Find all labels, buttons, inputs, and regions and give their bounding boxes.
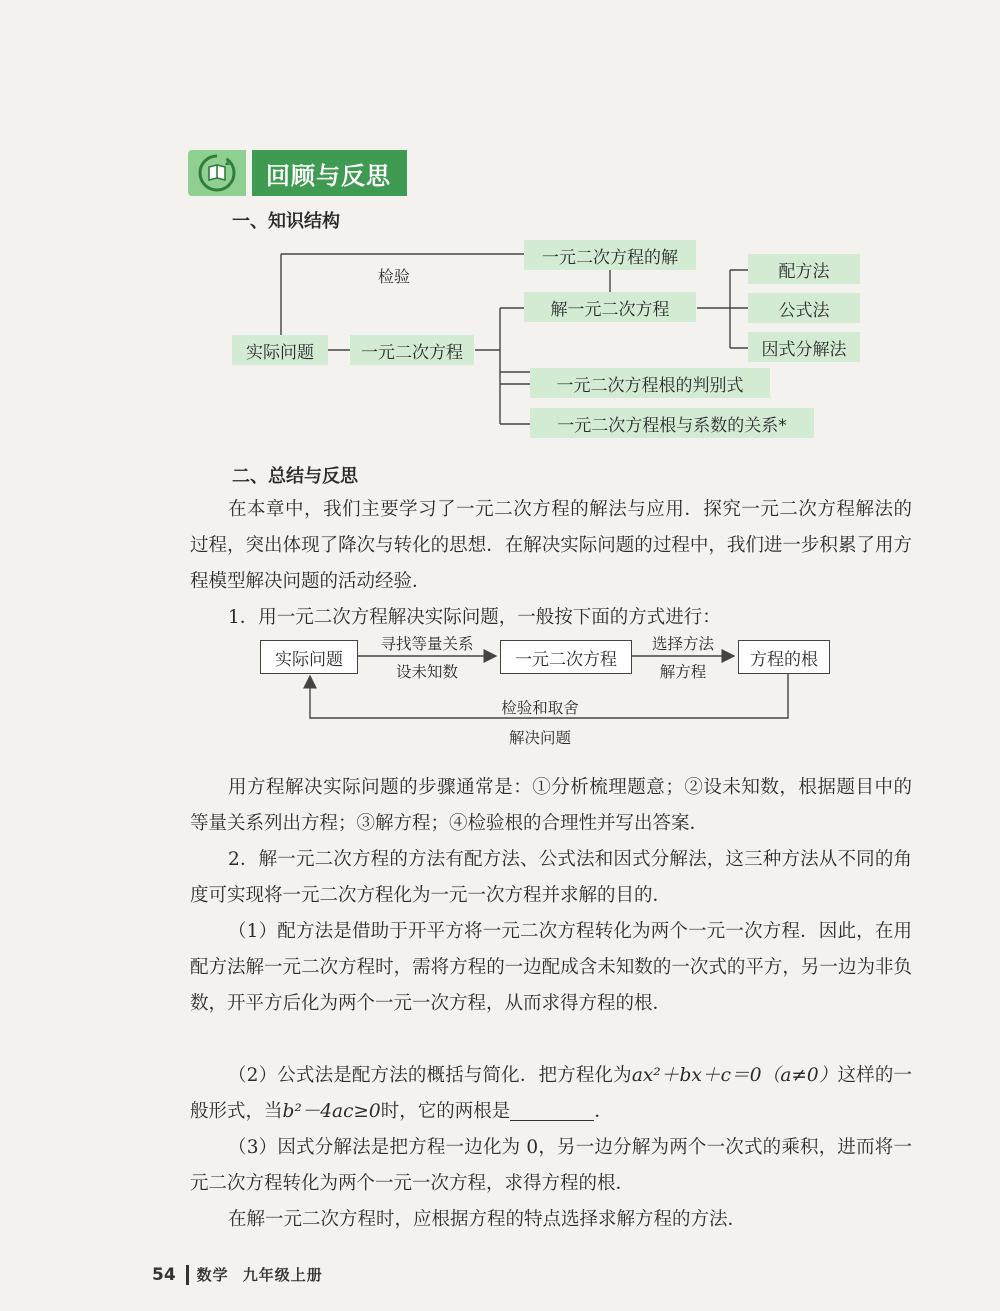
tree-check-label: 检验 bbox=[378, 267, 411, 286]
flow-arrow1-top: 寻找等量关系 bbox=[380, 635, 474, 653]
fill-in-blank bbox=[510, 1098, 594, 1121]
footer-book: 数学 bbox=[196, 1266, 229, 1284]
sub2-end: ． bbox=[594, 1101, 613, 1122]
flow-return-bottom: 解决问题 bbox=[508, 729, 571, 747]
tree-method-formula: 公式法 bbox=[748, 293, 860, 323]
sub3-paragraph: （3）因式分解法是把方程一边化为 0，另一边分解为两个一次式的乘积，进而将一元二次方程转化为两个一元一次方程，求得方程的根． bbox=[190, 1137, 912, 1194]
flow-arrow2-bottom: 解方程 bbox=[659, 663, 707, 681]
banner-title: 回顾与反思 bbox=[252, 150, 407, 196]
closing-paragraph: 在解一元二次方程时，应根据方程的特点选择求解方程的方法． bbox=[228, 1209, 747, 1230]
page-footer bbox=[152, 1264, 323, 1285]
sub2-text-b: 这样的一般形式，当 bbox=[190, 1065, 912, 1122]
tree-discriminant-box: 一元二次方程根的判别式 bbox=[530, 368, 770, 398]
section2-heading: 二、总结与反思 bbox=[232, 466, 358, 487]
sub2-text-c: 时，它的两根是 bbox=[380, 1101, 511, 1122]
flow-box-equation: 一元二次方程 bbox=[500, 640, 632, 674]
footer-grade: 九年级上册 bbox=[242, 1266, 323, 1284]
flow-box-real-problem: 实际问题 bbox=[260, 640, 358, 674]
section1-heading: 一、知识结构 bbox=[232, 211, 340, 232]
flow-box-roots: 方程的根 bbox=[738, 640, 830, 674]
footer-divider bbox=[186, 1265, 189, 1285]
flow-arrow2-top: 选择方法 bbox=[651, 635, 714, 653]
sub2-paragraph bbox=[190, 1058, 912, 1130]
discriminant-condition: b²－4ac≥0 bbox=[282, 1101, 381, 1122]
tree-solve-box: 解一元二次方程 bbox=[524, 292, 696, 322]
tree-equation-box: 一元二次方程 bbox=[350, 335, 474, 365]
tree-vieta-box: 一元二次方程根与系数的关系* bbox=[530, 408, 814, 438]
flow-arrow1-bottom: 设未知数 bbox=[395, 663, 458, 681]
tree-solution-box: 一元二次方程的解 bbox=[524, 240, 696, 270]
steps-paragraph: 用方程解决实际问题的步骤通常是：①分析梳理题意；②设未知数，根据题目中的等量关系列出方程；③解方程；④检验根的合理性并写出答案． bbox=[190, 777, 912, 834]
item1-text: 1．用一元二次方程解决实际问题，一般按下面的方式进行： bbox=[228, 607, 721, 628]
sub1-paragraph: （1）配方法是借助于开平方将一元二次方程转化为两个一元一次方程．因此，在用配方法解一元二次方程时，需将方程的一边配成含未知数的一次式的平方，另一边为非负数，开平方后化为两个一元一次方程，从而求得方程的根． bbox=[190, 921, 912, 1014]
general-form-formula: ax²＋bx＋c＝0（a≠0） bbox=[631, 1065, 838, 1086]
tree-method-completing-square: 配方法 bbox=[748, 254, 860, 284]
page-number: 54 bbox=[152, 1264, 176, 1285]
item2-paragraph: 2．解一元二次方程的方法有配方法、公式法和因式分解法，这三种方法从不同的角度可实现将一元二次方程化为一元一次方程并求解的目的． bbox=[190, 849, 912, 906]
tree-method-factoring: 因式分解法 bbox=[748, 332, 860, 362]
flow-return-top: 检验和取舍 bbox=[501, 699, 579, 717]
tree-root-box: 实际问题 bbox=[232, 335, 328, 365]
section2-intro: 在本章中，我们主要学习了一元二次方程的解法与应用．探究一元二次方程解法的过程，突出体现了降次与转化的思想．在解决实际问题的过程中，我们进一步积累了用方程模型解决问题的活动经验． bbox=[190, 499, 912, 592]
sub2-text-a: （2）公式法是配方法的概括与简化．把方程化为 bbox=[228, 1065, 632, 1086]
